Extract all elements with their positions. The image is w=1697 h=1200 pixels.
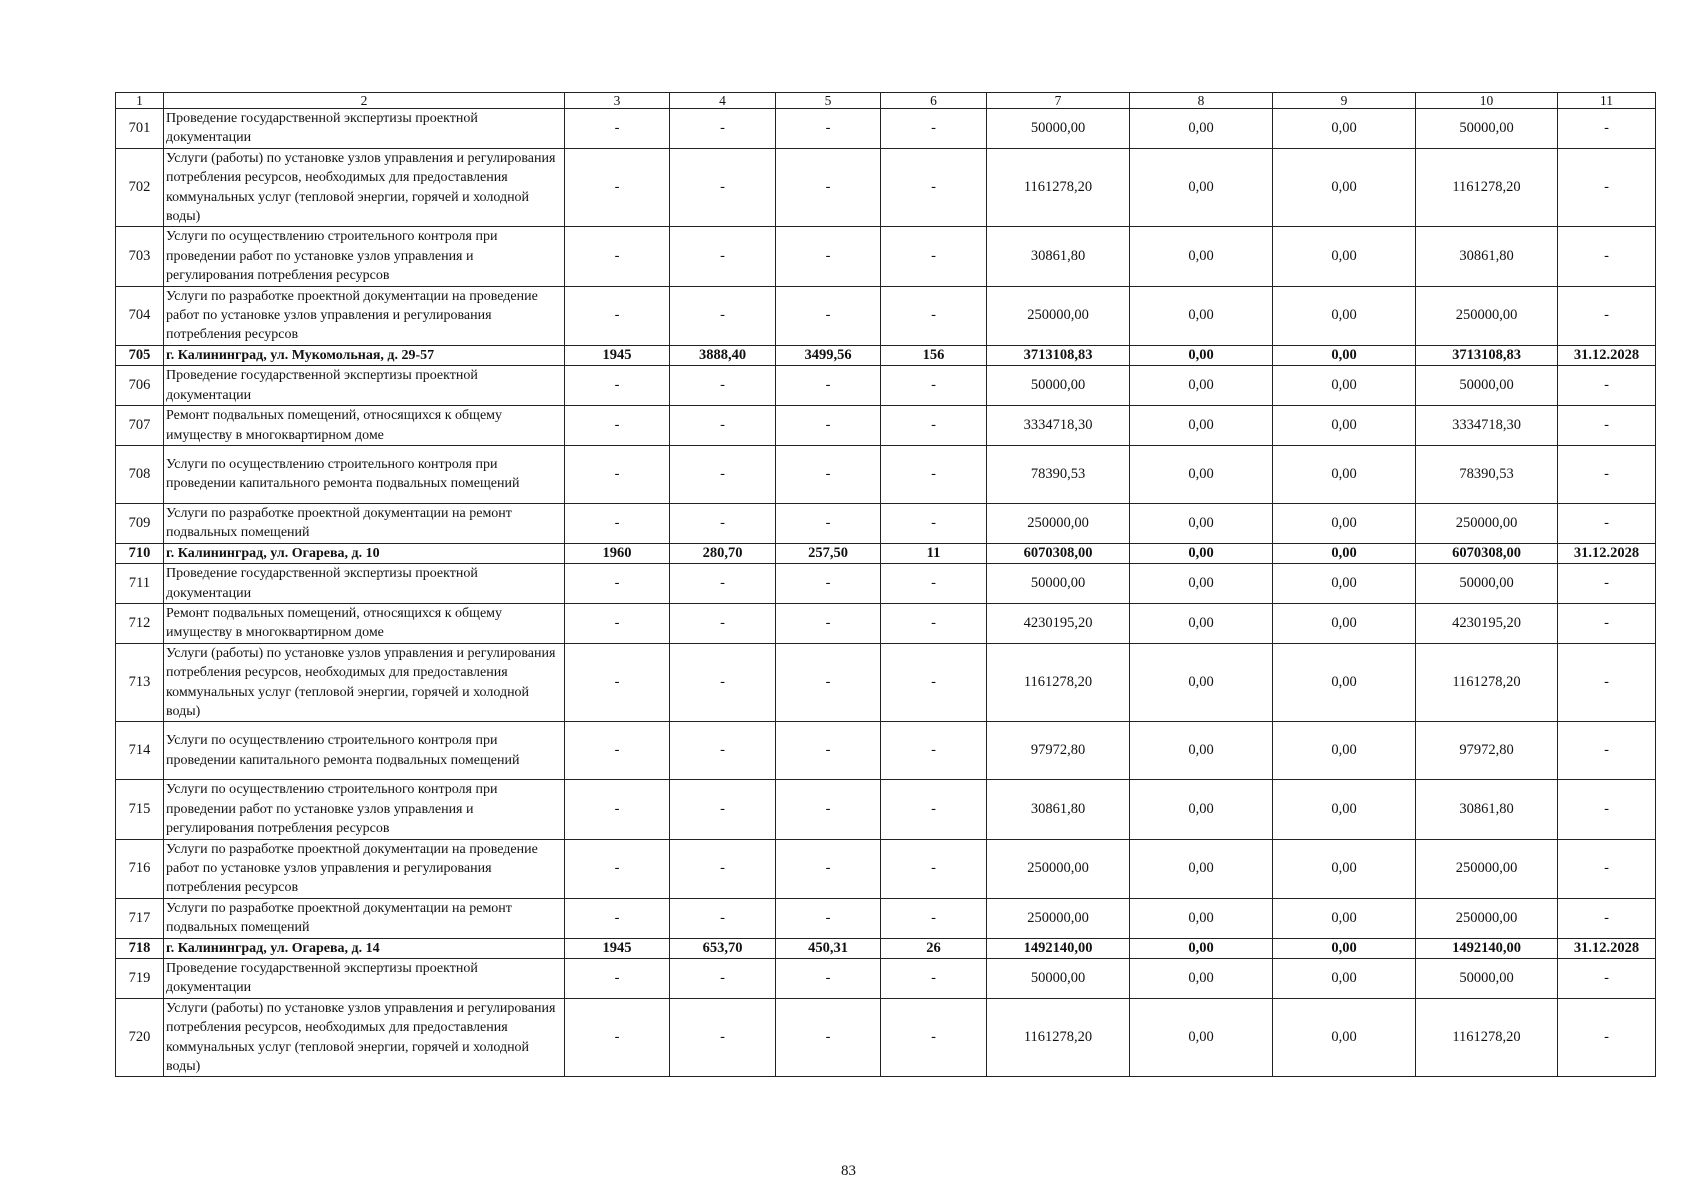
federal-funds-cell: 0,00	[1130, 148, 1273, 227]
regional-funds-cell: 0,00	[1273, 603, 1416, 643]
deadline-cell: -	[1558, 366, 1656, 406]
row-number-cell: 712	[116, 603, 164, 643]
residents-cell: -	[881, 109, 987, 149]
year-cell: -	[565, 564, 670, 604]
deadline-cell: 31.12.2028	[1558, 938, 1656, 958]
table-row	[116, 406, 1656, 446]
living-area-cell: -	[776, 286, 881, 345]
table-row	[116, 780, 1656, 839]
residents-cell: -	[881, 286, 987, 345]
federal-funds-cell: 0,00	[1130, 780, 1273, 839]
residents-cell: -	[881, 406, 987, 446]
regional-funds-cell: 0,00	[1273, 345, 1416, 365]
row-number-cell: 720	[116, 998, 164, 1077]
work-name-cell: Проведение государственной экспертизы проектной документации	[164, 366, 565, 406]
total-area-cell: -	[670, 959, 776, 999]
row-number-cell: 705	[116, 345, 164, 365]
living-area-cell: 450,31	[776, 938, 881, 958]
deadline-cell: -	[1558, 148, 1656, 227]
residents-cell: -	[881, 998, 987, 1077]
residents-cell: -	[881, 643, 987, 722]
regional-funds-cell: 0,00	[1273, 109, 1416, 149]
total-area-cell: -	[670, 227, 776, 286]
residents-cell: 26	[881, 938, 987, 958]
federal-funds-cell: 0,00	[1130, 366, 1273, 406]
owner-funds-cell: 3334718,30	[1416, 406, 1558, 446]
total-area-cell: 653,70	[670, 938, 776, 958]
living-area-cell: -	[776, 839, 881, 898]
total-cost-cell: 1492140,00	[987, 938, 1130, 958]
column-header: 5	[776, 93, 881, 109]
regional-funds-cell: 0,00	[1273, 780, 1416, 839]
year-cell: -	[565, 445, 670, 503]
owner-funds-cell: 1161278,20	[1416, 998, 1558, 1077]
federal-funds-cell: 0,00	[1130, 227, 1273, 286]
living-area-cell: -	[776, 780, 881, 839]
federal-funds-cell: 0,00	[1130, 603, 1273, 643]
table-row	[116, 109, 1656, 149]
living-area-cell: -	[776, 227, 881, 286]
year-cell: 1960	[565, 543, 670, 563]
row-number-cell: 710	[116, 543, 164, 563]
year-cell: -	[565, 406, 670, 446]
column-header: 3	[565, 93, 670, 109]
table-row	[116, 603, 1656, 643]
owner-funds-cell: 4230195,20	[1416, 603, 1558, 643]
work-name-cell: Проведение государственной экспертизы проектной документации	[164, 564, 565, 604]
federal-funds-cell: 0,00	[1130, 543, 1273, 563]
table-body	[116, 109, 1656, 1077]
work-name-cell: Услуги по разработке проектной документации на проведение работ по установке узлов управления и регулирования потребления ресурсов	[164, 286, 565, 345]
owner-funds-cell: 50000,00	[1416, 109, 1558, 149]
table-row	[116, 564, 1656, 604]
row-number-cell: 718	[116, 938, 164, 958]
federal-funds-cell: 0,00	[1130, 286, 1273, 345]
work-name-cell: Услуги по осуществлению строительного контроля при проведении капитального ремонта подвальных помещений	[164, 722, 565, 780]
living-area-cell: -	[776, 406, 881, 446]
owner-funds-cell: 1161278,20	[1416, 148, 1558, 227]
table-row	[116, 286, 1656, 345]
table-row	[116, 959, 1656, 999]
living-area-cell: -	[776, 998, 881, 1077]
federal-funds-cell: 0,00	[1130, 998, 1273, 1077]
regional-funds-cell: 0,00	[1273, 839, 1416, 898]
year-cell: -	[565, 722, 670, 780]
regional-funds-cell: 0,00	[1273, 503, 1416, 543]
living-area-cell: 3499,56	[776, 345, 881, 365]
year-cell: 1945	[565, 938, 670, 958]
regional-funds-cell: 0,00	[1273, 959, 1416, 999]
year-cell: -	[565, 603, 670, 643]
total-area-cell: -	[670, 406, 776, 446]
living-area-cell: 257,50	[776, 543, 881, 563]
regional-funds-cell: 0,00	[1273, 543, 1416, 563]
owner-funds-cell: 50000,00	[1416, 564, 1558, 604]
row-number-cell: 715	[116, 780, 164, 839]
column-header: 6	[881, 93, 987, 109]
deadline-cell: -	[1558, 898, 1656, 938]
living-area-cell: -	[776, 109, 881, 149]
deadline-cell: -	[1558, 643, 1656, 722]
owner-funds-cell: 30861,80	[1416, 227, 1558, 286]
deadline-cell: -	[1558, 839, 1656, 898]
table-row	[116, 722, 1656, 780]
total-cost-cell: 50000,00	[987, 959, 1130, 999]
total-area-cell: -	[670, 603, 776, 643]
federal-funds-cell: 0,00	[1130, 643, 1273, 722]
total-area-cell: -	[670, 286, 776, 345]
column-header: 2	[164, 93, 565, 109]
column-header: 10	[1416, 93, 1558, 109]
total-cost-cell: 1161278,20	[987, 643, 1130, 722]
column-number-row	[116, 93, 1656, 109]
total-cost-cell: 1161278,20	[987, 148, 1130, 227]
deadline-cell: -	[1558, 959, 1656, 999]
total-cost-cell: 250000,00	[987, 286, 1130, 345]
regional-funds-cell: 0,00	[1273, 722, 1416, 780]
regional-funds-cell: 0,00	[1273, 564, 1416, 604]
federal-funds-cell: 0,00	[1130, 839, 1273, 898]
total-area-cell: -	[670, 148, 776, 227]
year-cell: 1945	[565, 345, 670, 365]
total-cost-cell: 250000,00	[987, 898, 1130, 938]
work-name-cell: Услуги (работы) по установке узлов управления и регулирования потребления ресурсов, необходимых для предоставления коммунальных услуг (тепловой энергии, горячей и холодной воды)	[164, 998, 565, 1077]
residents-cell: -	[881, 959, 987, 999]
owner-funds-cell: 50000,00	[1416, 366, 1558, 406]
total-cost-cell: 6070308,00	[987, 543, 1130, 563]
regional-funds-cell: 0,00	[1273, 998, 1416, 1077]
year-cell: -	[565, 227, 670, 286]
owner-funds-cell: 250000,00	[1416, 898, 1558, 938]
table-row	[116, 643, 1656, 722]
residents-cell: -	[881, 366, 987, 406]
work-name-cell: Проведение государственной экспертизы проектной документации	[164, 959, 565, 999]
work-name-cell: Проведение государственной экспертизы проектной документации	[164, 109, 565, 149]
year-cell: -	[565, 286, 670, 345]
living-area-cell: -	[776, 148, 881, 227]
deadline-cell: -	[1558, 406, 1656, 446]
work-name-cell: Ремонт подвальных помещений, относящихся к общему имуществу в многоквартирном доме	[164, 406, 565, 446]
total-cost-cell: 50000,00	[987, 109, 1130, 149]
living-area-cell: -	[776, 503, 881, 543]
work-name-cell: Услуги по осуществлению строительного контроля при проведении работ по установке узлов управления и регулирования потребления ресурсов	[164, 227, 565, 286]
work-name-cell: Ремонт подвальных помещений, относящихся к общему имуществу в многоквартирном доме	[164, 603, 565, 643]
federal-funds-cell: 0,00	[1130, 345, 1273, 365]
regional-funds-cell: 0,00	[1273, 366, 1416, 406]
work-name-cell: г. Калининград, ул. Огарева, д. 14	[164, 938, 565, 958]
capital-repair-table	[115, 92, 1656, 1077]
deadline-cell: -	[1558, 109, 1656, 149]
page-number: 83	[841, 1163, 856, 1179]
total-area-cell: -	[670, 445, 776, 503]
total-cost-cell: 97972,80	[987, 722, 1130, 780]
year-cell: -	[565, 898, 670, 938]
total-area-cell: -	[670, 898, 776, 938]
year-cell: -	[565, 839, 670, 898]
total-area-cell: -	[670, 722, 776, 780]
total-cost-cell: 250000,00	[987, 839, 1130, 898]
regional-funds-cell: 0,00	[1273, 148, 1416, 227]
deadline-cell: -	[1558, 780, 1656, 839]
living-area-cell: -	[776, 564, 881, 604]
total-area-cell: -	[670, 780, 776, 839]
total-cost-cell: 1161278,20	[987, 998, 1130, 1077]
table-row	[116, 366, 1656, 406]
year-cell: -	[565, 366, 670, 406]
deadline-cell: -	[1558, 227, 1656, 286]
total-area-cell: 3888,40	[670, 345, 776, 365]
regional-funds-cell: 0,00	[1273, 938, 1416, 958]
row-number-cell: 706	[116, 366, 164, 406]
living-area-cell: -	[776, 959, 881, 999]
column-header: 1	[116, 93, 164, 109]
year-cell: -	[565, 959, 670, 999]
residents-cell: -	[881, 564, 987, 604]
total-area-cell: -	[670, 109, 776, 149]
year-cell: -	[565, 109, 670, 149]
column-header: 9	[1273, 93, 1416, 109]
owner-funds-cell: 97972,80	[1416, 722, 1558, 780]
owner-funds-cell: 250000,00	[1416, 503, 1558, 543]
total-cost-cell: 50000,00	[987, 564, 1130, 604]
deadline-cell: 31.12.2028	[1558, 345, 1656, 365]
year-cell: -	[565, 148, 670, 227]
regional-funds-cell: 0,00	[1273, 898, 1416, 938]
owner-funds-cell: 1161278,20	[1416, 643, 1558, 722]
residents-cell: -	[881, 148, 987, 227]
regional-funds-cell: 0,00	[1273, 445, 1416, 503]
column-header: 7	[987, 93, 1130, 109]
total-cost-cell: 3713108,83	[987, 345, 1130, 365]
row-number-cell: 711	[116, 564, 164, 604]
residents-cell: -	[881, 603, 987, 643]
row-number-cell: 714	[116, 722, 164, 780]
living-area-cell: -	[776, 603, 881, 643]
regional-funds-cell: 0,00	[1273, 227, 1416, 286]
row-number-cell: 716	[116, 839, 164, 898]
work-name-cell: Услуги по разработке проектной документации на ремонт подвальных помещений	[164, 503, 565, 543]
address-row	[116, 345, 1656, 365]
owner-funds-cell: 78390,53	[1416, 445, 1558, 503]
row-number-cell: 717	[116, 898, 164, 938]
table-row	[116, 148, 1656, 227]
deadline-cell: -	[1558, 603, 1656, 643]
work-name-cell: Услуги (работы) по установке узлов управления и регулирования потребления ресурсов, необходимых для предоставления коммунальных услуг (тепловой энергии, горячей и холодной воды)	[164, 643, 565, 722]
row-number-cell: 701	[116, 109, 164, 149]
total-area-cell: 280,70	[670, 543, 776, 563]
column-header: 4	[670, 93, 776, 109]
address-row	[116, 543, 1656, 563]
federal-funds-cell: 0,00	[1130, 959, 1273, 999]
table-row	[116, 998, 1656, 1077]
deadline-cell: 31.12.2028	[1558, 543, 1656, 563]
work-name-cell: Услуги по разработке проектной документации на проведение работ по установке узлов управления и регулирования потребления ресурсов	[164, 839, 565, 898]
total-cost-cell: 4230195,20	[987, 603, 1130, 643]
residents-cell: -	[881, 227, 987, 286]
table-row	[116, 503, 1656, 543]
row-number-cell: 707	[116, 406, 164, 446]
work-name-cell: г. Калининград, ул. Огарева, д. 10	[164, 543, 565, 563]
total-area-cell: -	[670, 503, 776, 543]
living-area-cell: -	[776, 366, 881, 406]
total-area-cell: -	[670, 839, 776, 898]
deadline-cell: -	[1558, 564, 1656, 604]
regional-funds-cell: 0,00	[1273, 286, 1416, 345]
table-row	[116, 839, 1656, 898]
column-header: 8	[1130, 93, 1273, 109]
owner-funds-cell: 50000,00	[1416, 959, 1558, 999]
owner-funds-cell: 3713108,83	[1416, 345, 1558, 365]
deadline-cell: -	[1558, 445, 1656, 503]
federal-funds-cell: 0,00	[1130, 898, 1273, 938]
residents-cell: 156	[881, 345, 987, 365]
total-cost-cell: 78390,53	[987, 445, 1130, 503]
row-number-cell: 709	[116, 503, 164, 543]
owner-funds-cell: 30861,80	[1416, 780, 1558, 839]
total-cost-cell: 30861,80	[987, 780, 1130, 839]
row-number-cell: 702	[116, 148, 164, 227]
total-area-cell: -	[670, 998, 776, 1077]
row-number-cell: 703	[116, 227, 164, 286]
row-number-cell: 708	[116, 445, 164, 503]
living-area-cell: -	[776, 445, 881, 503]
residents-cell: -	[881, 445, 987, 503]
total-area-cell: -	[670, 366, 776, 406]
row-number-cell: 704	[116, 286, 164, 345]
residents-cell: -	[881, 839, 987, 898]
deadline-cell: -	[1558, 286, 1656, 345]
work-name-cell: Услуги (работы) по установке узлов управления и регулирования потребления ресурсов, необходимых для предоставления коммунальных услуг (тепловой энергии, горячей и холодной воды)	[164, 148, 565, 227]
year-cell: -	[565, 503, 670, 543]
table-row	[116, 445, 1656, 503]
owner-funds-cell: 6070308,00	[1416, 543, 1558, 563]
residents-cell: -	[881, 780, 987, 839]
work-name-cell: г. Калининград, ул. Мукомольная, д. 29-57	[164, 345, 565, 365]
regional-funds-cell: 0,00	[1273, 643, 1416, 722]
work-name-cell: Услуги по разработке проектной документации на ремонт подвальных помещений	[164, 898, 565, 938]
total-cost-cell: 250000,00	[987, 503, 1130, 543]
deadline-cell: -	[1558, 998, 1656, 1077]
year-cell: -	[565, 780, 670, 839]
total-cost-cell: 50000,00	[987, 366, 1130, 406]
owner-funds-cell: 250000,00	[1416, 286, 1558, 345]
year-cell: -	[565, 643, 670, 722]
year-cell: -	[565, 998, 670, 1077]
work-name-cell: Услуги по осуществлению строительного контроля при проведении капитального ремонта подвальных помещений	[164, 445, 565, 503]
total-area-cell: -	[670, 643, 776, 722]
table-row	[116, 227, 1656, 286]
deadline-cell: -	[1558, 503, 1656, 543]
federal-funds-cell: 0,00	[1130, 564, 1273, 604]
owner-funds-cell: 250000,00	[1416, 839, 1558, 898]
federal-funds-cell: 0,00	[1130, 938, 1273, 958]
work-name-cell: Услуги по осуществлению строительного контроля при проведении работ по установке узлов управления и регулирования потребления ресурсов	[164, 780, 565, 839]
address-row	[116, 938, 1656, 958]
federal-funds-cell: 0,00	[1130, 406, 1273, 446]
row-number-cell: 719	[116, 959, 164, 999]
owner-funds-cell: 1492140,00	[1416, 938, 1558, 958]
federal-funds-cell: 0,00	[1130, 503, 1273, 543]
row-number-cell: 713	[116, 643, 164, 722]
residents-cell: -	[881, 503, 987, 543]
total-area-cell: -	[670, 564, 776, 604]
residents-cell: 11	[881, 543, 987, 563]
deadline-cell: -	[1558, 722, 1656, 780]
total-cost-cell: 3334718,30	[987, 406, 1130, 446]
column-header: 11	[1558, 93, 1656, 109]
residents-cell: -	[881, 898, 987, 938]
regional-funds-cell: 0,00	[1273, 406, 1416, 446]
table-row	[116, 898, 1656, 938]
living-area-cell: -	[776, 898, 881, 938]
residents-cell: -	[881, 722, 987, 780]
living-area-cell: -	[776, 643, 881, 722]
federal-funds-cell: 0,00	[1130, 109, 1273, 149]
federal-funds-cell: 0,00	[1130, 722, 1273, 780]
living-area-cell: -	[776, 722, 881, 780]
total-cost-cell: 30861,80	[987, 227, 1130, 286]
federal-funds-cell: 0,00	[1130, 445, 1273, 503]
